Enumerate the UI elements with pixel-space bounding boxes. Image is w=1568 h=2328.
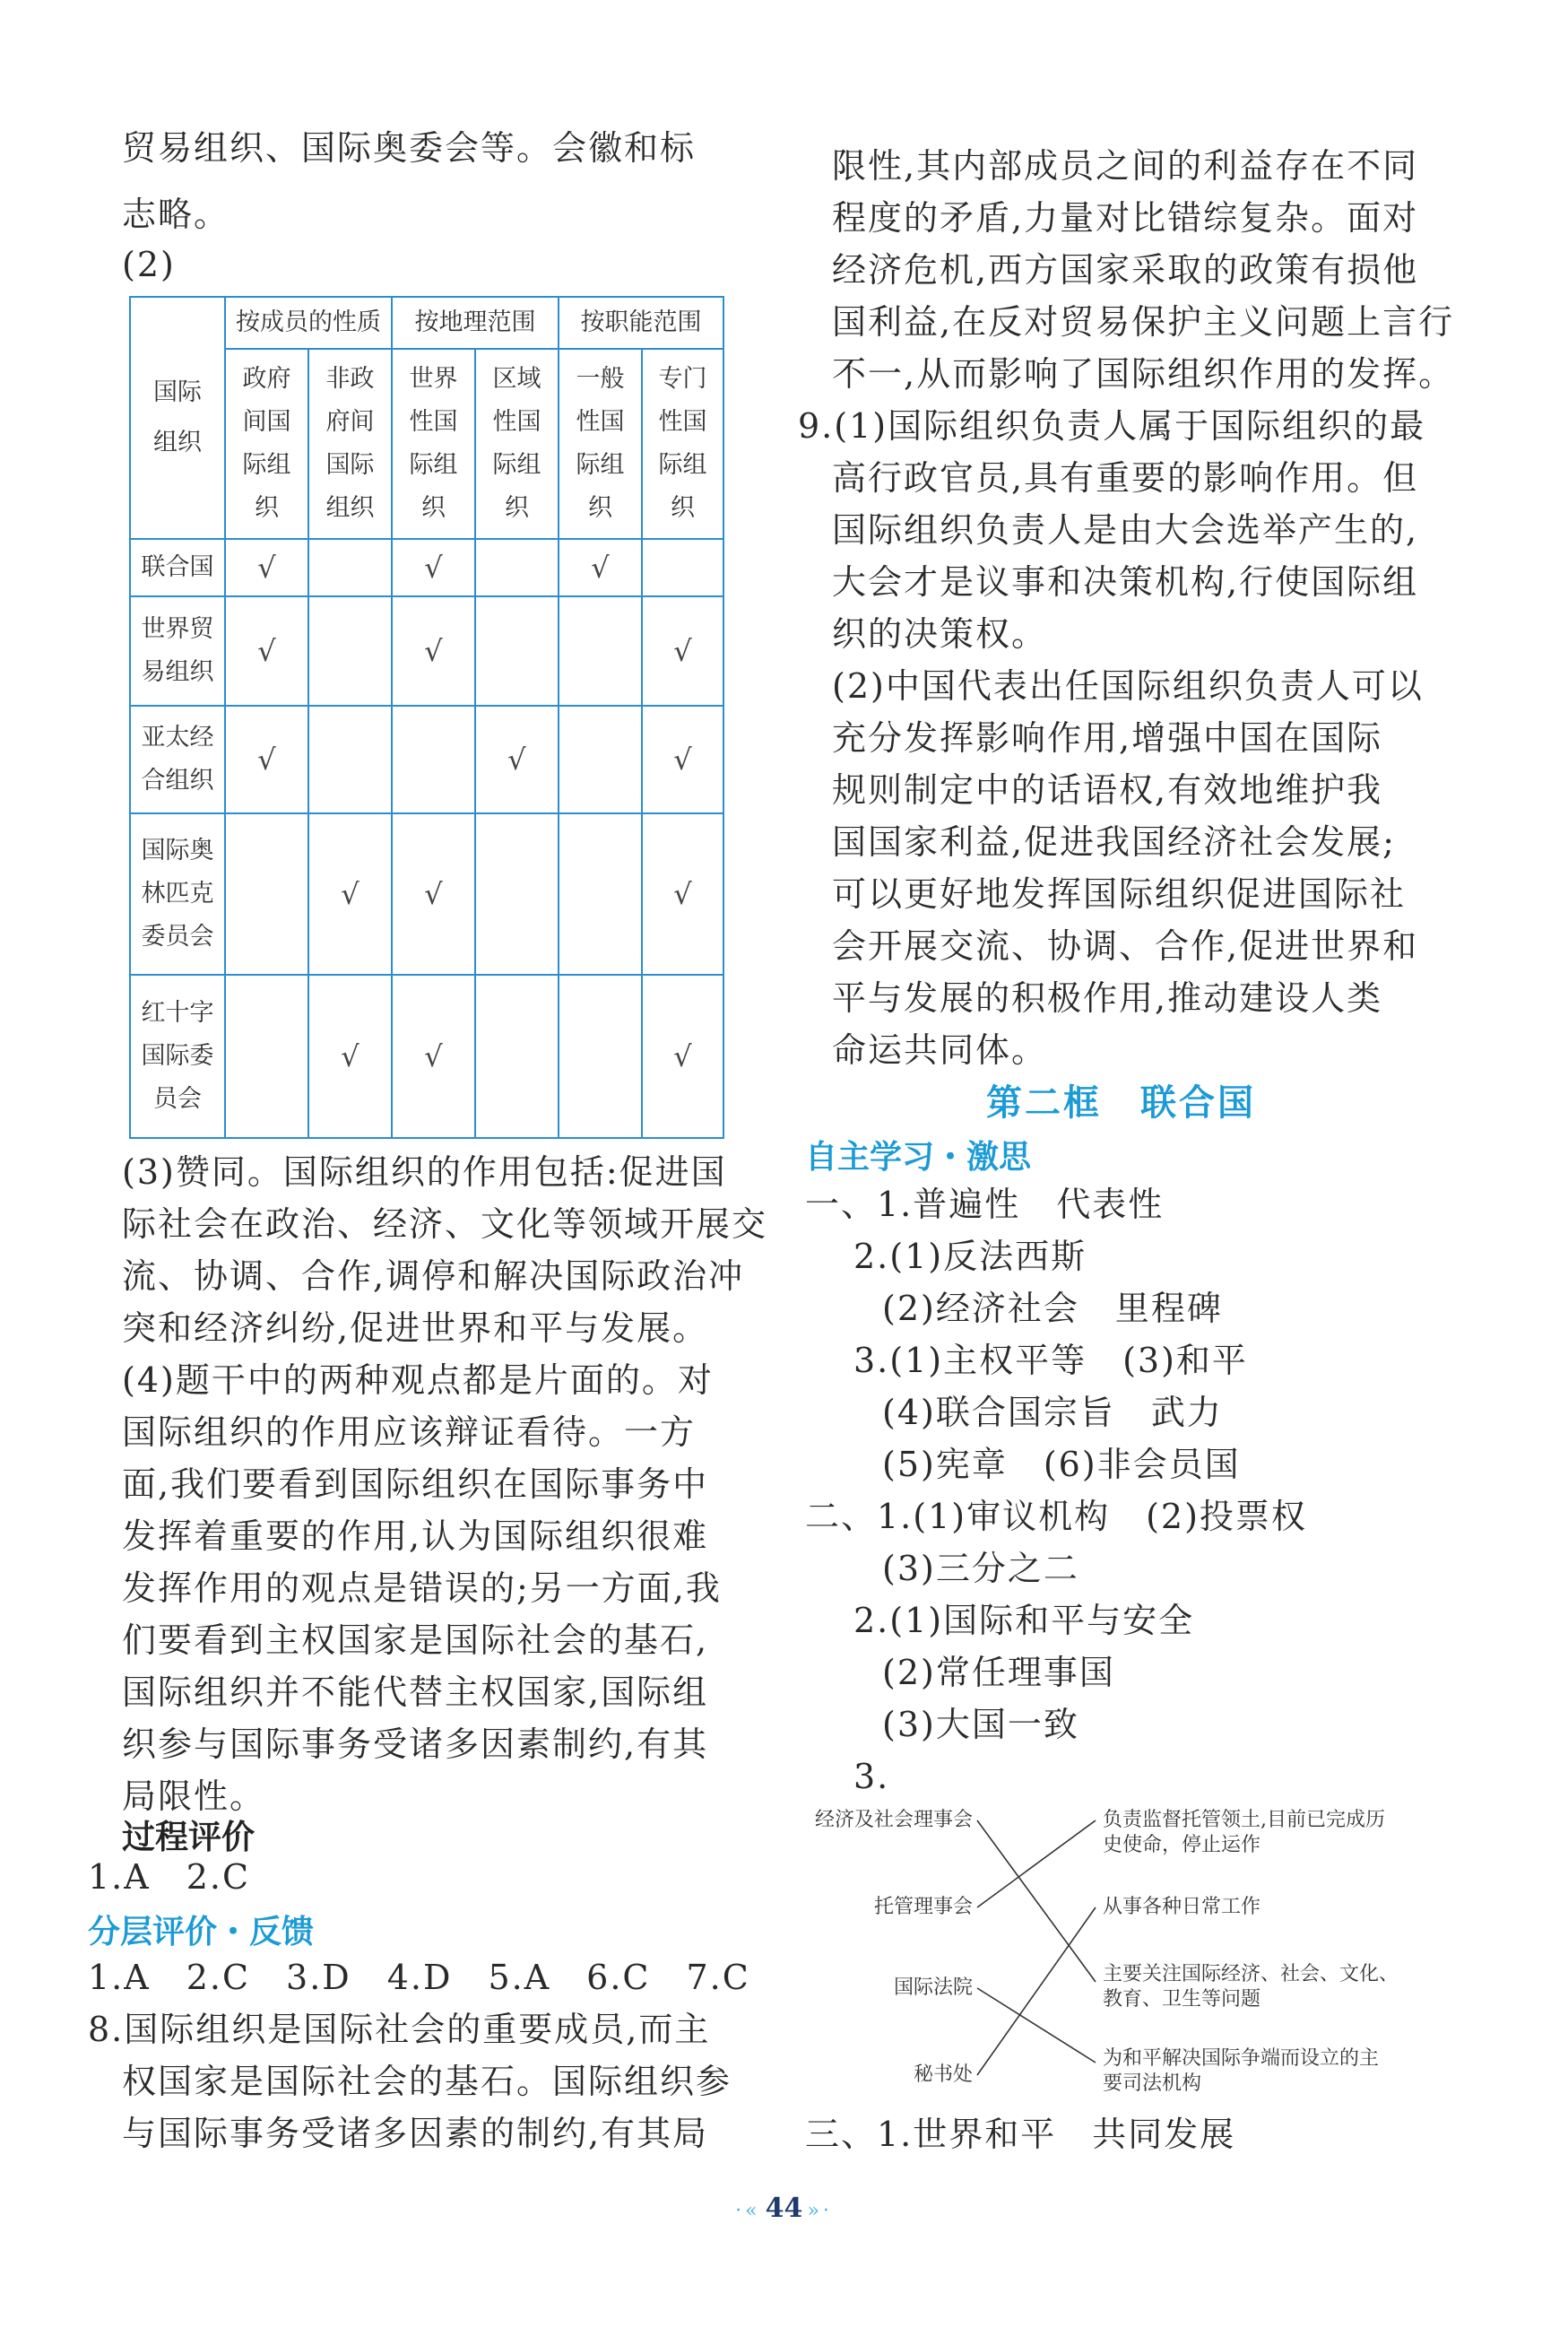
text-line: 程度的矛盾,力量对比错综复杂。面对 — [832, 198, 1419, 238]
organization-classification-table — [129, 296, 724, 1139]
study-heading: 自主学习・激思 — [805, 1139, 1032, 1176]
text-line: 国际组织的作用应该辩证看待。一方 — [122, 1412, 697, 1452]
group-header: 按成员的性质 — [225, 297, 392, 349]
text-line: 权国家是国际社会的基石。国际组织参 — [122, 2062, 732, 2101]
table-row — [130, 539, 723, 596]
text-line: (3)赞同。国际组织的作用包括:促进国 — [122, 1152, 727, 1192]
org-name-cell: 联合国 — [130, 539, 225, 596]
sub-header: 一般性国际组织 — [559, 349, 642, 539]
text-line: 织的决策权。 — [832, 614, 1048, 654]
check-cell — [308, 539, 392, 596]
check-cell: √ — [225, 539, 308, 596]
check-cell: √ — [308, 975, 392, 1138]
check-cell: √ — [392, 813, 475, 975]
check-cell — [559, 706, 642, 813]
check-cell — [559, 813, 642, 975]
text-line: 充分发挥影响作用,增强中国在国际 — [832, 718, 1383, 758]
text-line: 发挥着重要的作用,认为国际组织很难 — [122, 1516, 709, 1556]
sub-header: 区域性国际组织 — [475, 349, 559, 539]
match-link — [977, 1988, 1096, 2063]
check-cell: √ — [642, 975, 723, 1138]
text-line: 高行政官员,具有重要的影响作用。但 — [832, 458, 1419, 498]
check-cell: √ — [642, 706, 723, 813]
feedback-heading: 分层评价・反馈 — [88, 1914, 315, 1950]
footer-ornament-left: ·« — [735, 2200, 761, 2222]
sub-header: 世界性国际组织 — [392, 349, 475, 539]
match-right-item: 主要关注国际经济、社会、文化、 教育、卫生等问题 — [1103, 1963, 1399, 2011]
text-line: 命运共同体。 — [832, 1030, 1048, 1070]
org-name-cell: 亚太经合组织 — [130, 706, 225, 813]
chapter-title: 第二框 联合国 — [986, 1082, 1256, 1124]
text-line: 织参与国际事务受诸多因素制约,有其 — [122, 1724, 709, 1764]
table-row — [130, 706, 723, 813]
sub-header: 专门性国际组织 — [642, 349, 723, 539]
match-left-item: 托管理事会 — [873, 1896, 973, 1918]
text-line: 经济危机,西方国家采取的政策有损他 — [832, 250, 1419, 290]
check-cell: √ — [475, 706, 559, 813]
text-line: 发挥作用的观点是错误的;另一方面,我 — [122, 1568, 722, 1608]
match-right-item: 从事各种日常工作 — [1103, 1896, 1261, 1918]
check-cell: √ — [642, 596, 723, 706]
check-cell — [559, 975, 642, 1138]
text-line: 国利益,在反对贸易保护主义问题上言行 — [832, 302, 1455, 342]
table-header-row — [130, 297, 723, 349]
answer-line: 2.(1)国际和平与安全 — [853, 1601, 1195, 1640]
match-right-item: 负责监督托管领土,目前已完成历 史使命，停止运作 — [1103, 1809, 1385, 1856]
text-line: 8.国际组织是国际社会的重要成员,而主 — [88, 2010, 711, 2049]
text-line: (2) — [122, 245, 176, 284]
check-cell — [225, 813, 308, 975]
check-cell: √ — [392, 539, 475, 596]
text-line: 面,我们要看到国际组织在国际事务中 — [122, 1464, 709, 1504]
org-name-cell: 红十字国际委员会 — [130, 975, 225, 1138]
answer-line: 一、1.普遍性 代表性 — [805, 1185, 1165, 1224]
text-line: (4)题干中的两种观点都是片面的。对 — [122, 1360, 714, 1400]
check-cell: √ — [642, 813, 723, 975]
org-name-cell: 世界贸易组织 — [130, 596, 225, 706]
check-cell: √ — [225, 596, 308, 706]
text-line: 们要看到主权国家是国际社会的基石, — [122, 1620, 709, 1660]
match-left-item: 秘书处 — [913, 2063, 973, 2086]
check-cell — [475, 813, 559, 975]
check-cell — [559, 596, 642, 706]
org-name-cell: 国际奥林匹克委员会 — [130, 813, 225, 975]
answer-line: (2)经济社会 里程碑 — [882, 1289, 1223, 1328]
answer-line: (5)宪章 (6)非会员国 — [882, 1445, 1241, 1484]
table-row — [130, 596, 723, 706]
check-cell — [392, 706, 475, 813]
answer-line: (3)大国一致 — [882, 1705, 1079, 1744]
answer-line: 3. — [853, 1757, 890, 1796]
match-link — [977, 1820, 1096, 1982]
group-header: 按地理范围 — [392, 297, 559, 349]
page-footer — [0, 2193, 1568, 2224]
text-line: 不一,从而影响了国际组织作用的发挥。 — [832, 354, 1455, 394]
text-line: 突和经济纠纷,促进世界和平与发展。 — [122, 1308, 709, 1348]
group-header: 按职能范围 — [559, 297, 723, 349]
text-line: 际社会在政治、经济、文化等领域开展交 — [122, 1204, 768, 1244]
matching-diagram — [814, 1794, 1470, 2103]
match-link — [977, 1907, 1096, 2075]
check-cell: √ — [392, 596, 475, 706]
answer-line: 二、1.(1)审议机构 (2)投票权 — [805, 1497, 1307, 1536]
text-line: 平与发展的积极作用,推动建设人类 — [832, 978, 1383, 1018]
check-cell — [308, 596, 392, 706]
check-cell — [642, 539, 723, 596]
answer-line: 2.(1)反法西斯 — [853, 1237, 1087, 1276]
text-line: (2)中国代表出任国际组织负责人可以 — [832, 666, 1424, 706]
text-line: 1.A 2.C 3.D 4.D 5.A 6.C 7.C — [88, 1958, 750, 1997]
text-line: 与国际事务受诸多因素的制约,有其局 — [122, 2114, 709, 2153]
sub-header: 政府间国际组织 — [225, 349, 308, 539]
text-line: 志略。 — [122, 195, 230, 234]
text-line: 规则制定中的话语权,有效地维护我 — [832, 770, 1383, 810]
text-line: 可以更好地发挥国际组织促进国际社 — [832, 874, 1407, 914]
check-cell: √ — [559, 539, 642, 596]
match-link — [977, 1820, 1096, 1907]
text-line: 局限性。 — [122, 1776, 266, 1816]
text-line: 会开展交流、协调、合作,促进世界和 — [832, 926, 1419, 966]
text-line: 大会才是议事和决策机构,行使国际组 — [832, 562, 1419, 602]
row-header-cell: 国际组织 — [130, 297, 225, 539]
table-row — [130, 813, 723, 975]
text-line: 1.A 2.C — [88, 1857, 251, 1897]
text-line: 贸易组织、国际奥委会等。会徽和标 — [122, 128, 697, 168]
text-line: 国国家利益,促进我国经济社会发展; — [832, 822, 1396, 862]
answer-line: 3.(1)主权平等 (3)和平 — [853, 1341, 1248, 1380]
answer-line: (2)常任理事国 — [882, 1653, 1115, 1692]
text-line: 限性,其内部成员之间的利益存在不同 — [832, 146, 1419, 186]
footer-ornament-right: »· — [807, 2200, 833, 2222]
check-cell: √ — [308, 813, 392, 975]
sub-header: 非政府间国际组织 — [308, 349, 392, 539]
text-line: 流、协调、合作,调停和解决国际政治冲 — [122, 1256, 745, 1296]
check-cell: √ — [392, 975, 475, 1138]
match-right-item: 为和平解决国际争端而设立的主 要司法机构 — [1103, 2047, 1380, 2095]
page-number: 44 — [765, 2193, 803, 2224]
process-eval-heading: 过程评价 — [122, 1818, 255, 1856]
text-line: 国际组织并不能代替主权国家,国际组 — [122, 1672, 709, 1712]
check-cell: √ — [225, 706, 308, 813]
match-left-item: 经济及社会理事会 — [814, 1809, 973, 1831]
text-line: 国际组织负责人是由大会选举产生的, — [832, 510, 1419, 550]
check-cell — [225, 975, 308, 1138]
check-cell — [475, 596, 559, 706]
check-cell — [475, 539, 559, 596]
check-cell — [475, 975, 559, 1138]
answer-line: 三、1.世界和平 共同发展 — [805, 2115, 1236, 2154]
answer-line: (3)三分之二 — [882, 1549, 1079, 1588]
answer-line: (4)联合国宗旨 武力 — [882, 1393, 1223, 1432]
table-row — [130, 975, 723, 1138]
text-line: 9.(1)国际组织负责人属于国际组织的最 — [798, 406, 1426, 446]
match-left-item: 国际法院 — [893, 1976, 973, 1999]
check-cell — [308, 706, 392, 813]
